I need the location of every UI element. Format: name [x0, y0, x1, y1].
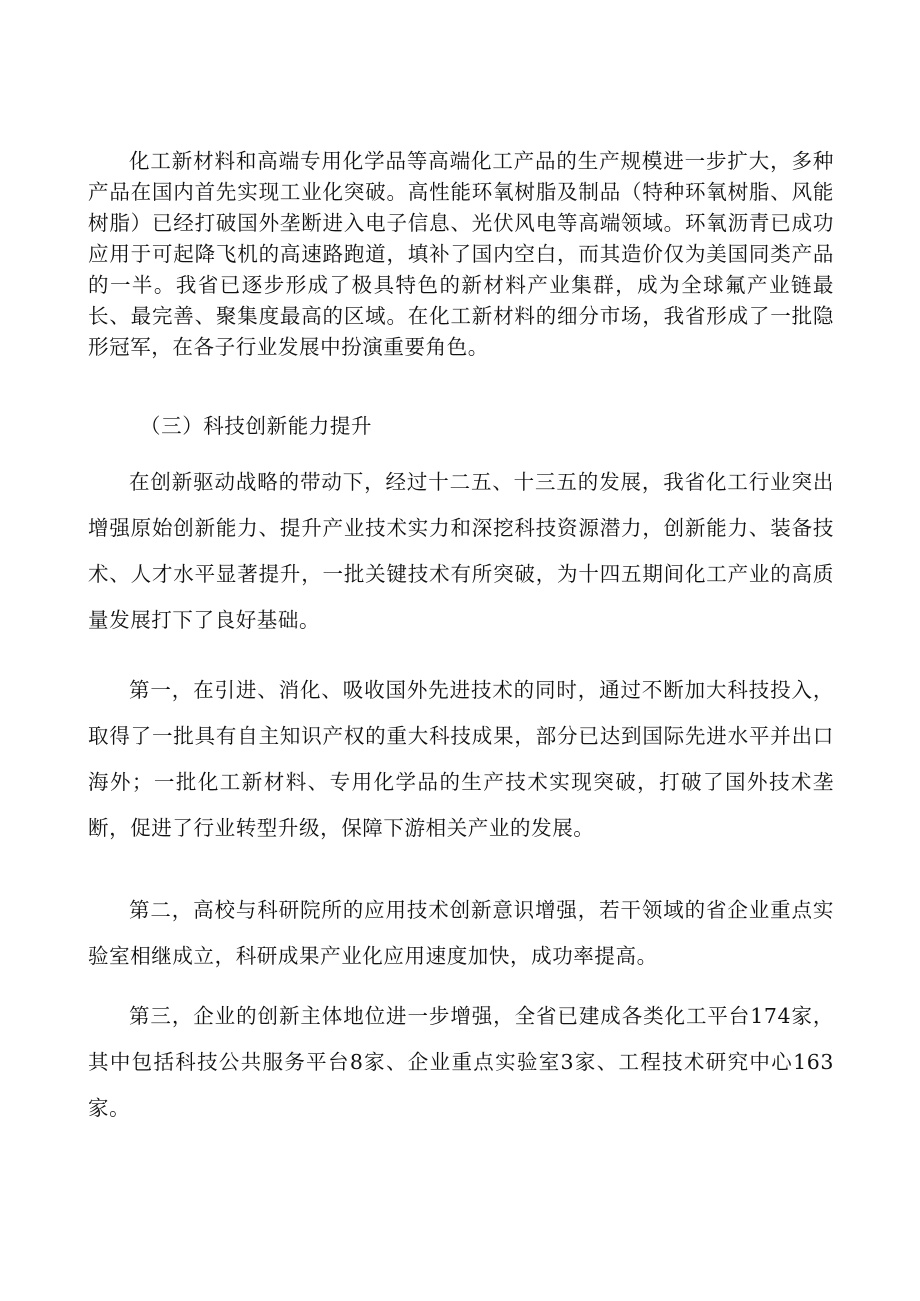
paragraph-first-point: 第一，在引进、消化、吸收国外先进技术的同时，通过不断加大科技投入，取得了一批具有自主知识产权的重大科技成果，部分已达到国际先进水平并出口海外；一批化工新材料、专用化学品的生产技术实现突破，打破了国外技术垄断，促进了行业转型升级，保障下游相关产业的发展。	[88, 678, 834, 840]
section-heading: （三）科技创新能力提升	[140, 414, 373, 438]
paragraph-new-materials: 化工新材料和高端专用化学品等高端化工产品的生产规模进一步扩大，多种产品在国内首先实现工业化突破。高性能环氧树脂及制品（特种环氧树脂、风能树脂）已经打破国外垄断进入电子信息、光伏风电等高端领域。环氧沥青已成功应用于可起降飞机的高速路跑道，填补了国内空白，而其造价仅为美国同类产品的一半。我省已逐步形成了极具特色的新材料产业集群，成为全球氟产业链最长、最完善、聚集度最高的区域。在化工新材料的细分市场，我省形成了一批隐形冠军，在各子行业发展中扮演重要角色。	[88, 149, 834, 359]
paragraph-innovation-overview: 在创新驱动战略的带动下，经过十二五、十三五的发展，我省化工行业突出增强原始创新能力、提升产业技术实力和深挖科技资源潜力，创新能力、装备技术、人才水平显著提升，一批关键技术有所突破，为十四五期间化工产业的高质量发展打下了良好基础。	[88, 470, 834, 632]
paragraph-third-point: 第三，企业的创新主体地位进一步增强，全省已建成各类化工平台174家，其中包括科技公共服务平台8家、企业重点实验室3家、工程技术研究中心163家。	[88, 1004, 834, 1120]
paragraph-second-point: 第二，高校与科研院所的应用技术创新意识增强，若干领域的省企业重点实验室相继成立，科研成果产业化应用速度加快，成功率提高。	[88, 898, 834, 968]
